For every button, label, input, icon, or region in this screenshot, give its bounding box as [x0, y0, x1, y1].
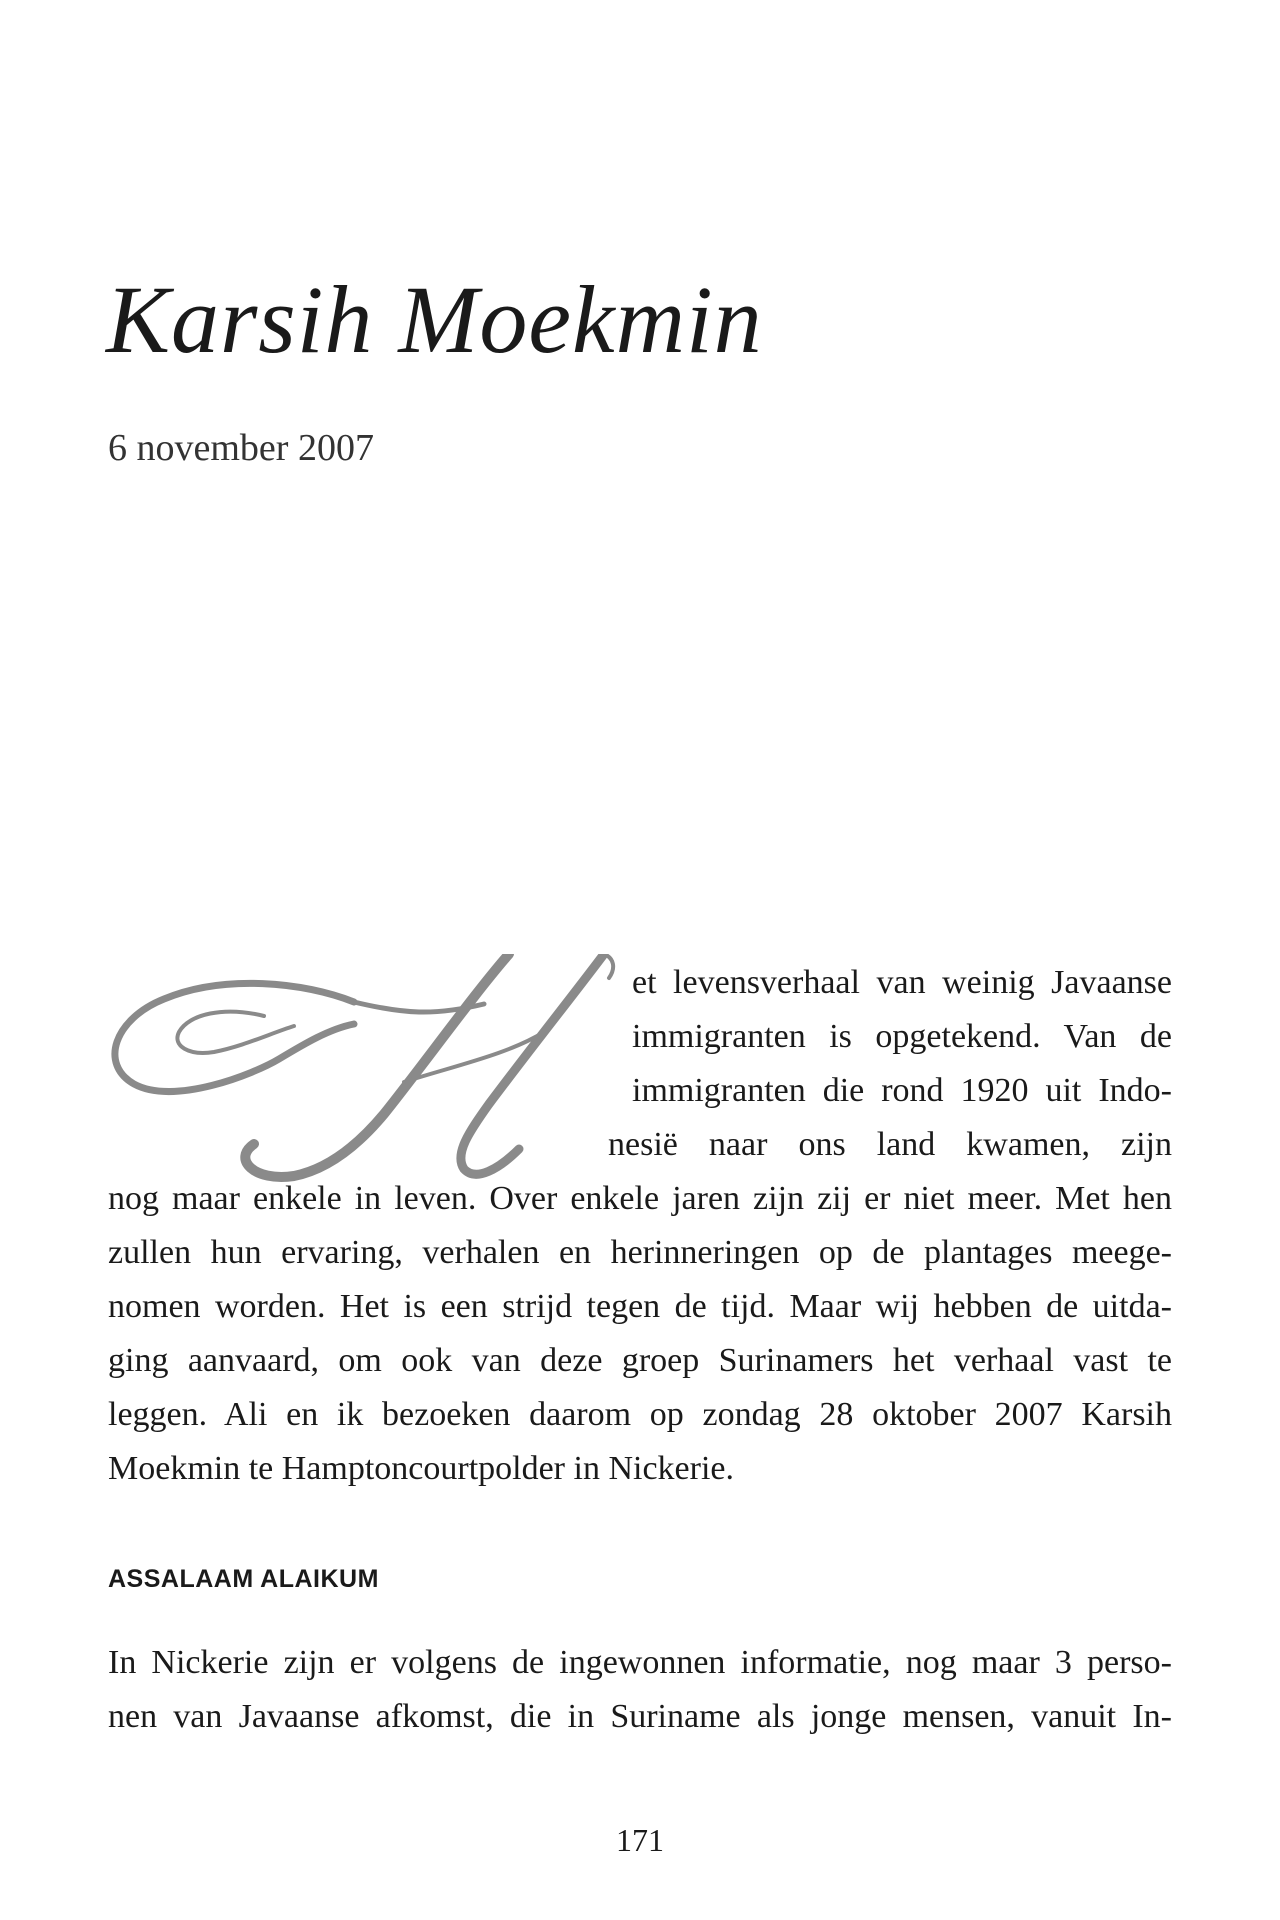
chapter-date: 6 november 2007 [108, 427, 374, 469]
intro-line-1: et levensverhaal van weinig Javaanse [632, 964, 1172, 1001]
intro-line-9: leggen. Ali en ik bezoeken daarom op zondag 28 oktober 2007 Karsih [108, 1396, 1172, 1433]
chapter-title: Karsih Moekmin [106, 266, 763, 373]
page-number: 171 [616, 1822, 664, 1858]
intro-line-10: Moekmin te Hamptoncourtpolder in Nickerie. [108, 1450, 734, 1487]
section-line-2: nen van Javaanse afkomst, die in Suriname als jonge mensen, vanuit In- [108, 1698, 1172, 1735]
intro-line-4: nesië naar ons land kwamen, zijn [608, 1126, 1172, 1163]
section-line-1: In Nickerie zijn er volgens de ingewonnen informatie, nog maar 3 perso- [108, 1644, 1172, 1681]
intro-line-2: immigranten is opgetekend. Van de [632, 1018, 1172, 1055]
intro-line-8: ging aanvaard, om ook van deze groep Surinamers het verhaal vast te [108, 1342, 1172, 1379]
section-heading: ASSALAAM ALAIKUM [108, 1565, 379, 1593]
intro-line-3: immigranten die rond 1920 uit Indo- [632, 1072, 1172, 1109]
drop-cap-ornament [104, 954, 624, 1184]
intro-line-6: zullen hun ervaring, verhalen en herinneringen op de plantages meege- [108, 1234, 1172, 1271]
intro-line-5: nog maar enkele in leven. Over enkele jaren zijn zij er niet meer. Met hen [108, 1180, 1172, 1217]
intro-line-7: nomen worden. Het is een strijd tegen de tijd. Maar wij hebben de uitda- [108, 1288, 1172, 1325]
